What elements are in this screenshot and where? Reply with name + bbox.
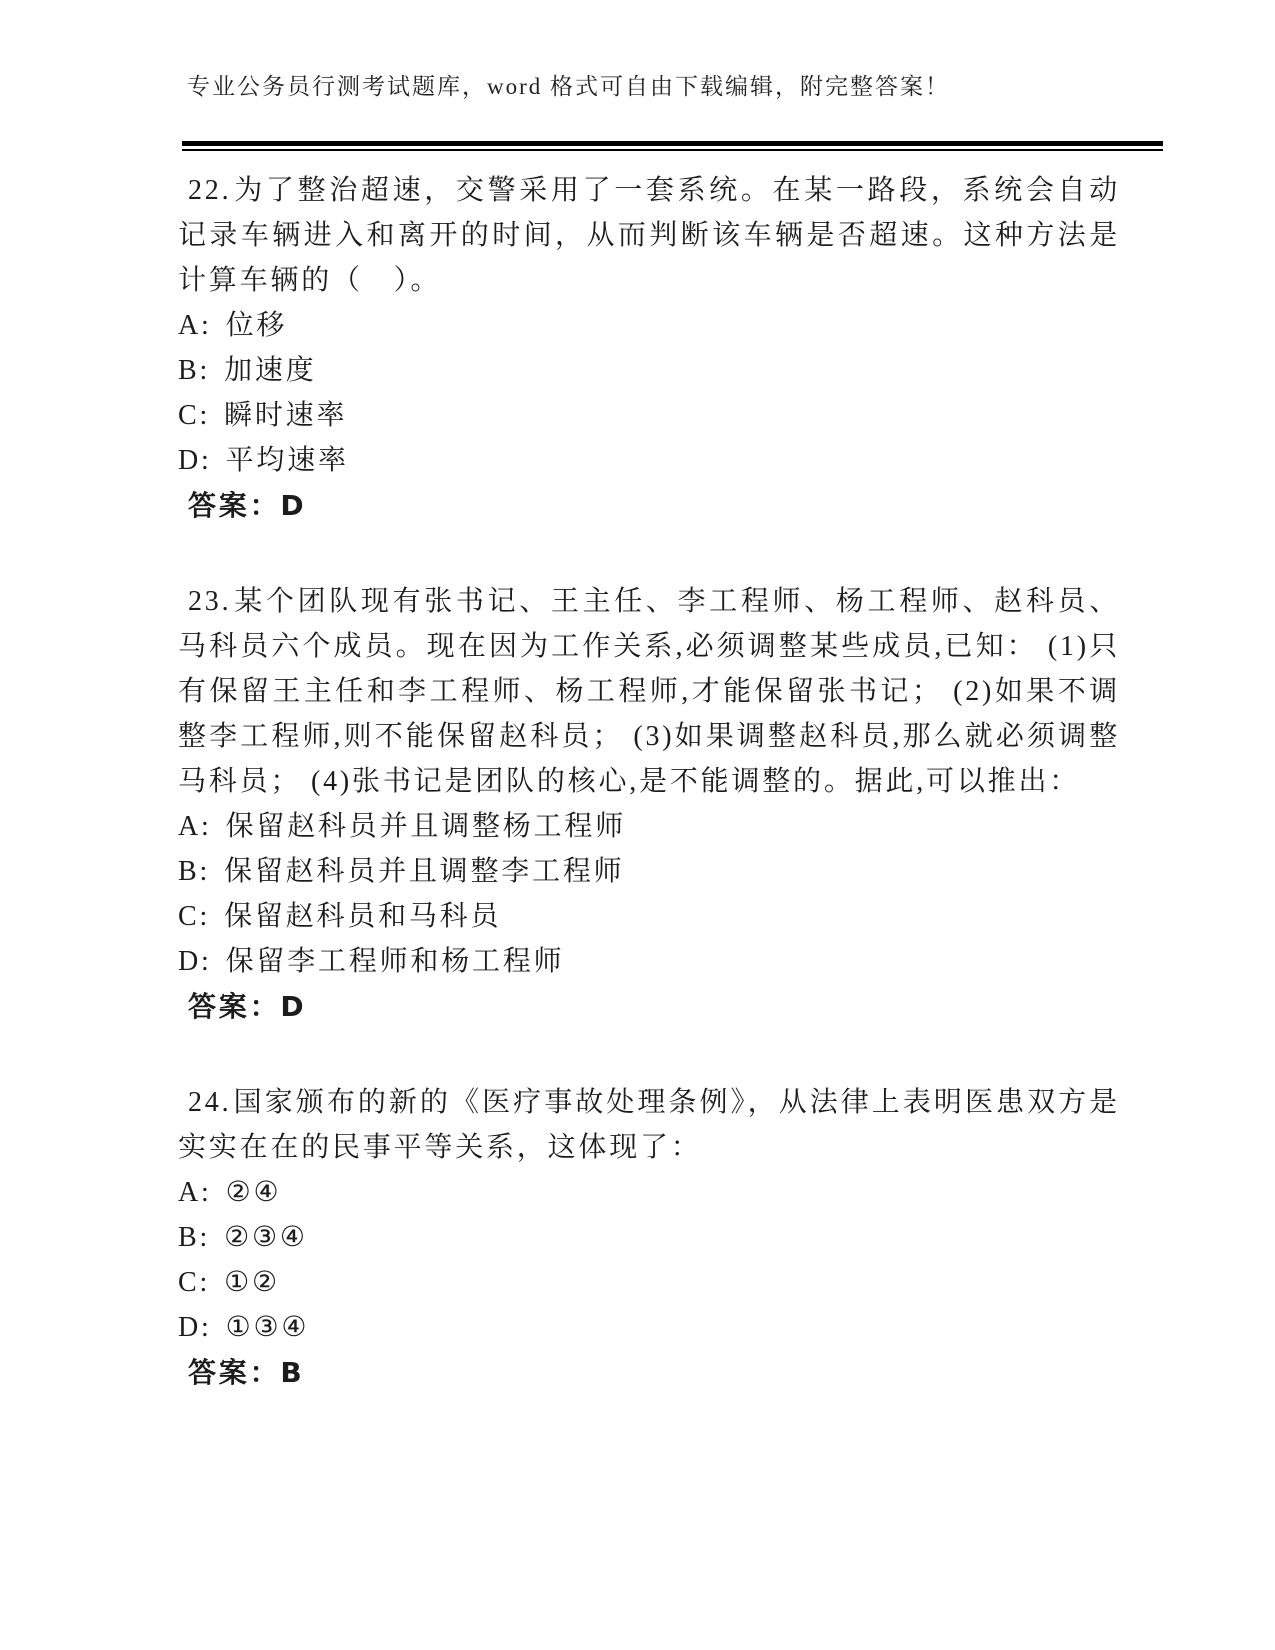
option-a — [178, 1170, 1120, 1215]
option-label: B: — [178, 1222, 211, 1253]
option-a — [178, 303, 1120, 348]
question-text: 为了整治超速，交警采用了一套系统。在某一路段，系统会自动记录车辆进入和离开的时间，从而判断该车辆是否超速。这种方法是计算车辆的（ ）。 — [178, 175, 1120, 296]
question-text: 某个团队现有张书记、王主任、李工程师、杨工程师、赵科员、马科员六个成员。现在因为工作关系,必须调整某些成员,已知： (1)只有保留王主任和李工程师、杨工程师,才能保留张书记； (2)如果不调整李工程师,则不能保留赵科员； (3)如果调整赵科员,那么就必须调整马科员； (4)张书记是团队的核心,是不能调整的。据此,可以推出： — [178, 586, 1120, 797]
question-stem — [178, 168, 1120, 303]
header-divider-rule — [182, 141, 1163, 151]
question-24 — [178, 1080, 1120, 1396]
option-label: A: — [178, 310, 212, 341]
option-text: 保留赵科员和马科员 — [224, 901, 502, 932]
option-text: 加速度 — [224, 355, 317, 386]
option-label: D: — [178, 1312, 212, 1343]
option-b — [178, 1215, 1120, 1260]
option-label: B: — [178, 355, 211, 386]
option-d — [178, 939, 1120, 984]
answer-line — [178, 984, 1120, 1030]
option-text: ②③④ — [224, 1222, 308, 1253]
question-stem — [178, 579, 1120, 804]
answer-value: D — [280, 990, 307, 1023]
questions-container — [178, 168, 1120, 1396]
option-text: ①③④ — [225, 1312, 310, 1343]
option-text: ①② — [224, 1267, 280, 1298]
question-22 — [178, 168, 1120, 529]
question-number: 24. — [188, 1087, 232, 1118]
option-text: 保留赵科员并且调整杨工程师 — [225, 811, 627, 842]
question-number: 22. — [188, 175, 232, 206]
option-text: 保留赵科员并且调整李工程师 — [224, 856, 625, 887]
option-b — [178, 849, 1120, 894]
answer-line — [178, 1350, 1120, 1396]
answer-label: 答案： — [188, 1358, 281, 1389]
option-c — [178, 1260, 1120, 1305]
question-text: 国家颁布的新的《医疗事故处理条例》，从法律上表明医患双方是实实在在的民事平等关系，这体现了： — [178, 1087, 1120, 1163]
option-label: A: — [178, 1177, 212, 1208]
option-text: 瞬时速率 — [224, 400, 348, 431]
option-label: A: — [178, 811, 212, 842]
answer-label: 答案： — [188, 491, 281, 522]
answer-label: 答案： — [188, 992, 281, 1023]
question-23 — [178, 579, 1120, 1030]
option-c — [178, 894, 1120, 939]
option-d — [178, 438, 1120, 483]
option-label: C: — [178, 1267, 211, 1298]
answer-value: B — [280, 1356, 305, 1389]
option-a — [178, 804, 1120, 849]
option-text: 位移 — [225, 310, 288, 341]
option-label: D: — [178, 946, 212, 977]
option-b — [178, 348, 1120, 393]
option-c — [178, 393, 1120, 438]
document-header-title: 专业公务员行测考试题库，word 格式可自由下载编辑，附完整答案！ — [187, 74, 951, 99]
answer-line — [178, 483, 1120, 529]
option-label: B: — [178, 856, 211, 887]
question-stem — [178, 1080, 1120, 1170]
answer-value: D — [280, 489, 307, 522]
option-label: D: — [178, 445, 212, 476]
option-label: C: — [178, 400, 211, 431]
option-label: C: — [178, 901, 211, 932]
option-d — [178, 1305, 1120, 1350]
option-text: 保留李工程师和杨工程师 — [225, 946, 565, 977]
option-text: ②④ — [225, 1177, 282, 1208]
question-number: 23. — [188, 586, 232, 617]
option-text: 平均速率 — [225, 445, 349, 476]
